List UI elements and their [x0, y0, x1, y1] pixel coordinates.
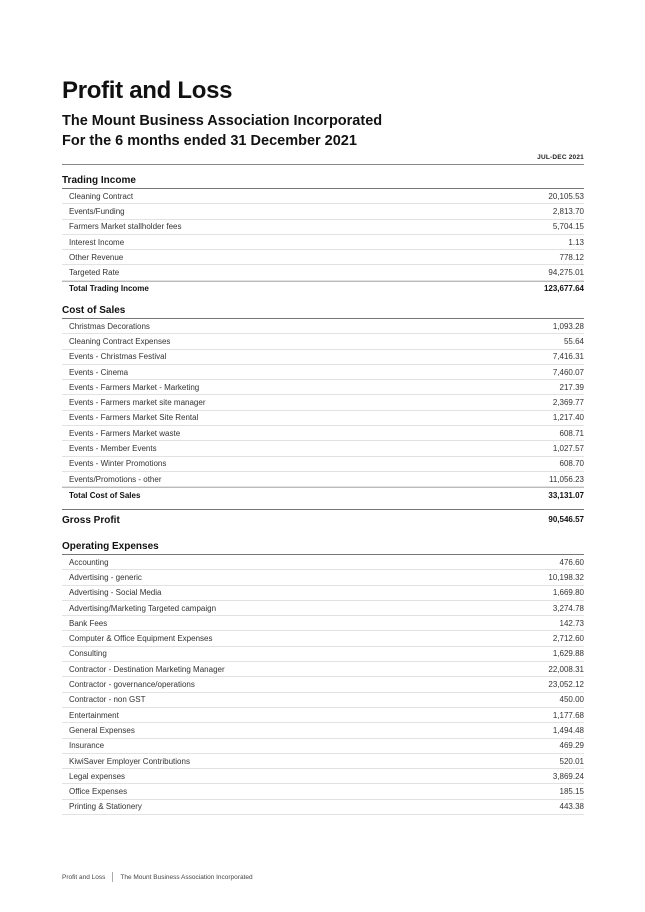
row-label: Events - Member Events [69, 444, 157, 454]
row-label: Interest Income [69, 237, 125, 247]
table-row [62, 723, 584, 738]
row-label: Cleaning Contract [69, 191, 134, 201]
trading-income-section [62, 175, 584, 296]
row-amount: 1,093.28 [552, 321, 584, 331]
row-label: Accounting [69, 557, 109, 567]
footer-organisation: The Mount Business Association Incorporated [120, 873, 253, 881]
gross-profit-row [62, 509, 584, 526]
row-label: Events/Promotions - other [69, 474, 162, 484]
table-row [62, 754, 584, 769]
row-label: Events/Funding [69, 206, 125, 216]
row-label: Events - Cinema [69, 367, 129, 377]
row-label: Printing & Stationery [69, 802, 142, 812]
table-row [62, 426, 584, 441]
row-amount: 20,105.53 [548, 191, 584, 201]
row-amount: 1.13 [568, 237, 584, 247]
row-label: Insurance [69, 741, 105, 751]
row-label: Advertising/Marketing Targeted campaign [69, 603, 217, 613]
gross-profit-amount: 90,546.57 [548, 515, 584, 524]
row-amount: 7,416.31 [552, 352, 584, 362]
table-row [62, 784, 584, 799]
row-label: Computer & Office Equipment Expenses [69, 634, 213, 644]
row-label: Cleaning Contract Expenses [69, 336, 171, 346]
gross-profit-label: Gross Profit [62, 515, 120, 526]
table-row [62, 586, 584, 601]
section-title: Trading Income [62, 175, 584, 189]
row-amount: 476.60 [559, 557, 584, 567]
table-row [62, 800, 584, 815]
table-row [62, 647, 584, 662]
total-amount: 33,131.07 [548, 490, 584, 500]
table-row [62, 411, 584, 426]
table-row [62, 334, 584, 349]
table-row [62, 555, 584, 570]
row-amount: 1,027.57 [552, 444, 584, 454]
row-amount: 5,704.15 [552, 222, 584, 232]
row-label: General Expenses [69, 725, 135, 735]
row-label: KiwiSaver Employer Contributions [69, 756, 190, 766]
row-label: Events - Farmers Market - Marketing [69, 382, 200, 392]
row-amount: 23,052.12 [548, 680, 584, 690]
row-amount: 10,198.32 [548, 572, 584, 582]
row-label: Office Expenses [69, 787, 128, 797]
row-label: Other Revenue [69, 252, 124, 262]
row-label: Advertising - Social Media [69, 588, 162, 598]
row-amount: 450.00 [559, 695, 584, 705]
total-label: Total Cost of Sales [69, 490, 141, 500]
row-amount: 1,494.48 [552, 725, 584, 735]
table-row [62, 204, 584, 219]
row-amount: 217.39 [559, 382, 584, 392]
table-row [62, 350, 584, 365]
footer-divider [112, 872, 113, 882]
section-title: Operating Expenses [62, 541, 584, 555]
row-label: Contractor - non GST [69, 695, 146, 705]
table-row [62, 472, 584, 487]
report-period: For the 6 months ended 31 December 2021 [62, 133, 357, 149]
row-label: Events - Farmers Market Site Rental [69, 413, 199, 423]
table-row [62, 319, 584, 334]
row-label: Consulting [69, 649, 107, 659]
table-row [62, 601, 584, 616]
row-label: Events - Winter Promotions [69, 459, 167, 469]
row-amount: 469.29 [559, 741, 584, 751]
row-amount: 22,008.31 [548, 664, 584, 674]
row-amount: 520.01 [559, 756, 584, 766]
row-amount: 608.71 [559, 428, 584, 438]
table-row [62, 220, 584, 235]
footer-report-name: Profit and Loss [62, 873, 106, 881]
row-amount: 443.38 [559, 802, 584, 812]
row-label: Farmers Market stallholder fees [69, 222, 182, 232]
table-row [62, 235, 584, 250]
table-row [62, 265, 584, 280]
table-row [62, 677, 584, 692]
table-row [62, 693, 584, 708]
row-amount: 1,629.88 [552, 649, 584, 659]
column-header: JUL-DEC 2021 [537, 154, 584, 161]
table-row [62, 457, 584, 472]
row-label: Contractor - governance/operations [69, 680, 195, 690]
table-row [62, 395, 584, 410]
table-row [62, 570, 584, 585]
row-label: Christmas Decorations [69, 321, 150, 331]
row-amount: 2,813.70 [552, 206, 584, 216]
table-row [62, 708, 584, 723]
row-amount: 142.73 [559, 618, 584, 628]
row-amount: 185.15 [559, 787, 584, 797]
row-label: Events - Farmers Market waste [69, 428, 181, 438]
total-label: Total Trading Income [69, 284, 149, 294]
table-row [62, 769, 584, 784]
row-amount: 2,369.77 [552, 398, 584, 408]
row-label: Advertising - generic [69, 572, 142, 582]
table-row [62, 189, 584, 204]
row-label: Events - Christmas Festival [69, 352, 167, 362]
operating-expenses-section [62, 541, 584, 815]
page-title: Profit and Loss [62, 77, 233, 104]
row-amount: 11,056.23 [549, 474, 584, 484]
table-row [62, 441, 584, 456]
row-label: Bank Fees [69, 618, 108, 628]
table-row [62, 616, 584, 631]
row-amount: 55.64 [563, 336, 584, 346]
table-row [62, 250, 584, 265]
table-row [62, 739, 584, 754]
total-row [62, 487, 584, 502]
column-header-rule [62, 164, 584, 165]
section-title: Cost of Sales [62, 305, 584, 319]
organisation-name: The Mount Business Association Incorporated [62, 113, 383, 129]
table-row [62, 631, 584, 646]
row-amount: 2,712.60 [552, 634, 584, 644]
row-label: Contractor - Destination Marketing Manager [69, 664, 225, 674]
row-amount: 3,274.78 [552, 603, 584, 613]
total-row [62, 281, 584, 296]
row-amount: 7,460.07 [552, 367, 584, 377]
page-footer [62, 872, 253, 882]
table-row [62, 365, 584, 380]
row-amount: 1,177.68 [552, 710, 584, 720]
total-amount: 123,677.64 [543, 284, 584, 294]
row-label: Events - Farmers market site manager [69, 398, 206, 408]
row-amount: 608.70 [559, 459, 584, 469]
row-label: Legal expenses [69, 771, 126, 781]
table-row [62, 662, 584, 677]
row-amount: 1,669.80 [552, 588, 584, 598]
row-amount: 3,869.24 [552, 771, 584, 781]
row-label: Entertainment [69, 710, 119, 720]
row-label: Targeted Rate [69, 268, 120, 278]
table-row [62, 380, 584, 395]
row-amount: 1,217.40 [552, 413, 584, 423]
row-amount: 94,275.01 [548, 268, 584, 278]
row-amount: 778.12 [559, 252, 584, 262]
cost-of-sales-section [62, 305, 584, 503]
